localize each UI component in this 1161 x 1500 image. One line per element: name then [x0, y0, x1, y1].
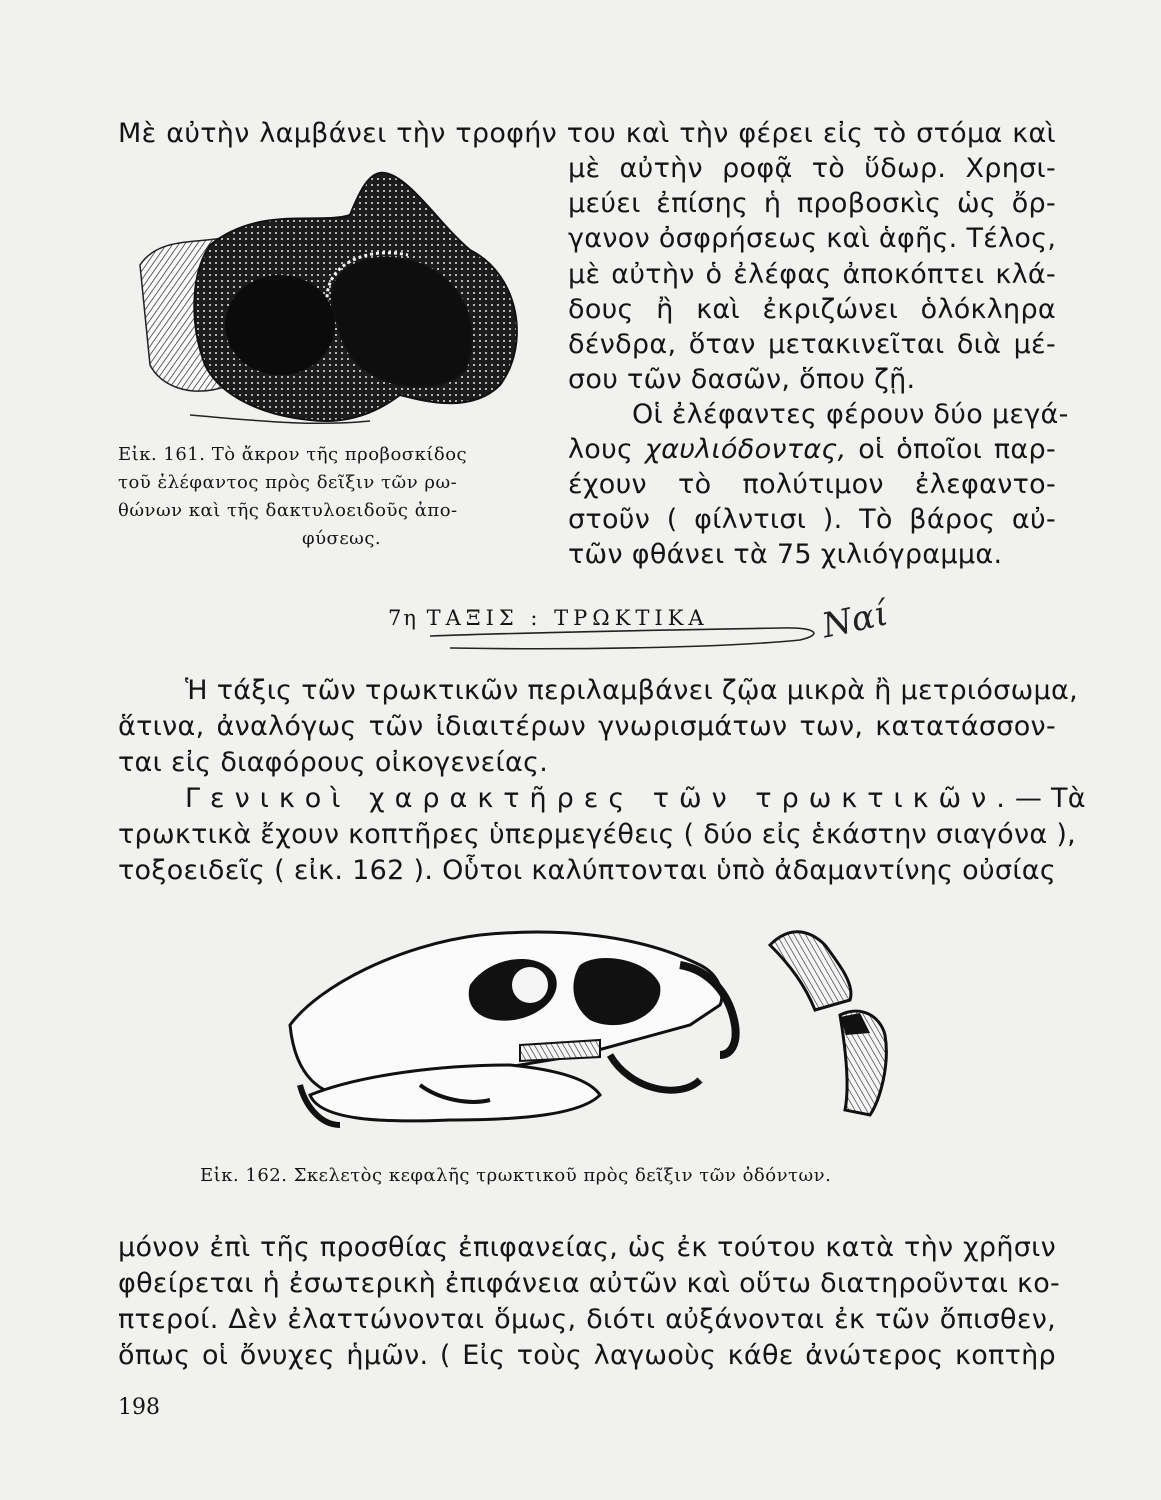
text-line: Οἱ ἐλέφαντες φέρουν δύο μεγά-: [632, 399, 1069, 430]
text-line: έχουν τὸ πολύτιμον ἐλεφαντο-: [568, 469, 1056, 500]
figure-161-caption-line: Εἰκ. 161. Τὸ ἄκρον τῆς προβοσκίδος: [118, 444, 468, 465]
text-line: στοῦν ( φίλντισι ). Τὸ βάρος αὐ-: [568, 504, 1056, 535]
text-line: τῶν φθάνει τὰ 75 χιλιόγραμμα.: [568, 539, 1003, 570]
text-line: δένδρα, ὅταν μετακινεῖται διὰ μέ-: [568, 329, 1056, 360]
text-line: τρωκτικὰ ἔχουν κοπτῆρες ὑπερμεγέθεις ( δύο εἰς ἑκάστην σιαγόνα ),: [118, 819, 1077, 850]
text-line: Ἡ τάξις τῶν τρωκτικῶν περιλαμβάνει ζῷα μικρὰ ἢ μετριόσωμα,: [185, 675, 1078, 706]
figure-161-caption-line: τοῦ ἐλέφαντος πρὸς δεῖξιν τῶν ρω-: [118, 472, 458, 493]
text-line: [185, 782, 1086, 816]
text-line: μὲ αὐτὴν ὁ ἐλέφας ἀποκόπτει κλά-: [568, 259, 1056, 290]
text-line: πτεροί. Δὲν ἐλαττώνονται ὅμως, διότι αὐξάνονται ἐκ τῶν ὄπισθεν,: [118, 1304, 1056, 1335]
text-span: — Τὰ: [1014, 783, 1086, 814]
text-line: μὲ αὐτὴν ροφᾷ τὸ ὕδωρ. Χρησι-: [568, 153, 1056, 184]
text-line: δους ἢ καὶ ἐκριζώνει ὁλόκληρα: [568, 294, 1056, 325]
page-number: 198: [118, 1395, 160, 1420]
figure-161-trunk-tip: [130, 165, 540, 435]
handwritten-annotation: Ναί: [818, 593, 892, 647]
text-line: ὅπως οἱ ὄνυχες ἡμῶν. ( Εἰς τοὺς λαγωοὺς κάθε ἀνώτερος κοπτὴρ: [118, 1340, 1056, 1371]
text-line: γανον ὀσφρήσεως καὶ ἁφῆς. Τέλος,: [568, 223, 1057, 254]
text-line: [568, 433, 1056, 467]
text-span: λους: [568, 434, 645, 465]
text-line: Μὲ αὐτὴν λαμβάνει τὴν τροφήν του καὶ τὴν φέρει εἰς τὸ στόμα καὶ: [118, 118, 1056, 149]
spaced-subheading: Γενικοὶ χαρακτῆρες τῶν τρωκτικῶν.: [185, 783, 1015, 814]
text-span: οἱ ὁποῖοι παρ-: [846, 434, 1056, 465]
figure-161-caption-line: θώνων καὶ τῆς δακτυλοειδοῦς ἀπο-: [118, 500, 458, 521]
text-line: ται εἰς διαφόρους οἰκογενείας.: [118, 747, 549, 778]
text-line: φθείρεται ἡ ἐσωτερικὴ ἐπιφάνεια αὐτῶν καὶ οὕτω διατηροῦνται κο-: [118, 1268, 1061, 1299]
figure-161-caption-line: φύσεως.: [302, 528, 382, 549]
italic-term: χαυλιόδοντας,: [644, 434, 847, 465]
heading-prefix: 7η: [388, 606, 418, 630]
text-line: μεύει ἐπίσης ἡ προβοσκὶς ὡς ὄρ-: [568, 188, 1056, 219]
heading-underline-scribble: [420, 618, 840, 658]
text-line: ἅτινα, ἀναλόγως τῶν ἰδιαιτέρων γνωρισμάτων των, κατατάσσον-: [118, 711, 1056, 742]
text-line: μόνον ἐπὶ τῆς προσθίας ἐπιφανείας, ὡς ἐκ τούτου κατὰ τὴν χρῆσιν: [118, 1232, 1056, 1263]
text-line: τοξοειδεῖς ( εἰκ. 162 ). Οὗτοι καλύπτονται ὑπὸ ἀδαμαντίνης οὐσίας: [118, 855, 1056, 886]
figure-162-caption: Εἰκ. 162. Σκελετὸς κεφαλῆς τρωκτικοῦ πρὸς δεῖξιν τῶν ὀδόντων.: [200, 1165, 832, 1186]
heading-title: ΤΑΞΙΣ : ΤΡΩΚΤΙΚΑ: [426, 606, 709, 630]
text-line: σου τῶν δασῶν, ὅπου ζῇ.: [568, 364, 916, 395]
figure-162-rodent-skull: [280, 905, 920, 1145]
